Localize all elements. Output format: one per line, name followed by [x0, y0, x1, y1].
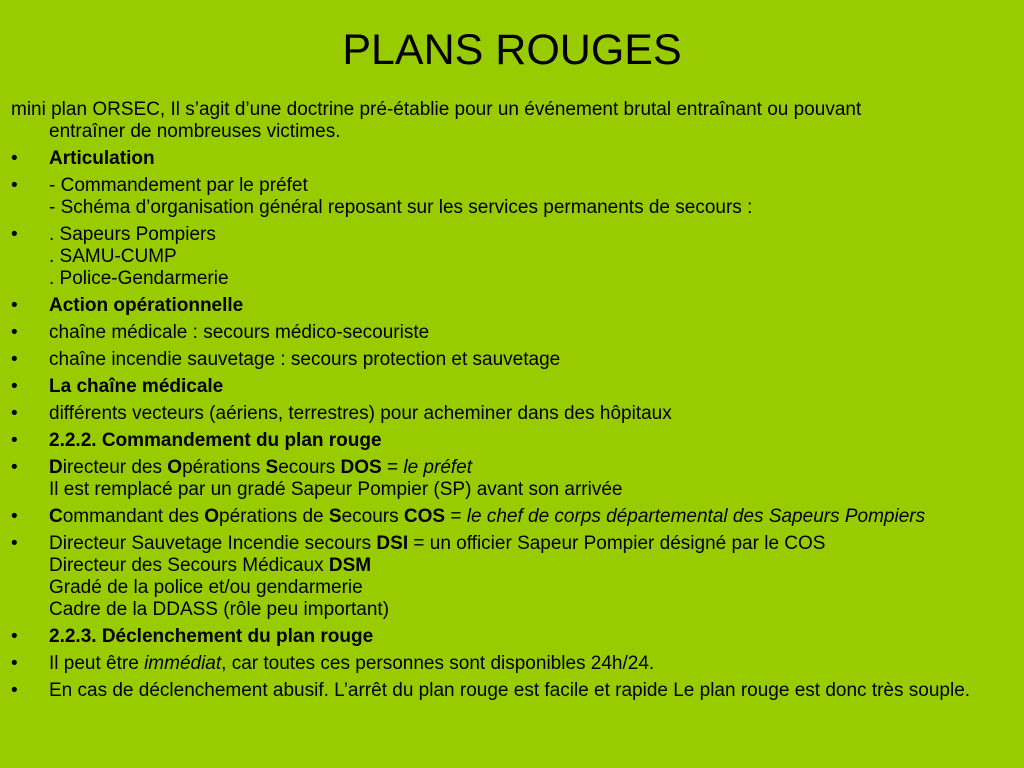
bullet-icon: •: [11, 626, 18, 647]
service-samu: . SAMU-CUMP: [49, 246, 177, 267]
heading-section-222: 2.2.2. Commandement du plan rouge: [49, 430, 382, 451]
service-sapeurs-pompiers: . Sapeurs Pompiers: [49, 224, 216, 245]
dos-line: Directeur des Opérations Secours DOS = le préfet: [49, 457, 473, 478]
dos-line-2: Il est remplacé par un gradé Sapeur Pompier (SP) avant son arrivée: [49, 479, 623, 500]
bullet-icon: •: [11, 148, 18, 169]
bullet-icon: •: [11, 680, 18, 701]
cos-line: Commandant des Opérations de Secours COS = le chef de corps départemental des Sapeurs Pompiers: [49, 506, 926, 527]
police-grade-line: Gradé de la police et/ou gendarmerie: [49, 577, 363, 598]
bullet-icon: •: [11, 175, 18, 196]
list-item: [11, 322, 1024, 344]
heading-articulation: Articulation: [49, 148, 155, 169]
heading-action-operationnelle: Action opérationnelle: [49, 295, 244, 316]
list-item: [11, 175, 1024, 219]
slide-title: PLANS ROUGES: [342, 26, 682, 74]
list-item: [11, 506, 1024, 528]
commandement-line-2: - Schéma d’organisation général reposant sur les services permanents de secours :: [49, 197, 753, 218]
vecteurs-text: différents vecteurs (aériens, terrestres) pour acheminer dans des hôpitaux: [49, 403, 672, 424]
list-item: [11, 653, 1024, 675]
bullet-icon: •: [11, 506, 18, 527]
bullet-icon: •: [11, 322, 18, 343]
list-item: [11, 376, 1024, 398]
list-item: [11, 680, 1024, 702]
bullet-icon: •: [11, 403, 18, 424]
list-item: [11, 457, 1024, 501]
slide-content: [11, 99, 1024, 707]
list-item: [11, 626, 1024, 648]
list-item: [11, 349, 1024, 371]
ddass-line: Cadre de la DDASS (rôle peu important): [49, 599, 390, 620]
immediat-line: Il peut être immédiat, car toutes ces personnes sont disponibles 24h/24.: [49, 653, 655, 674]
chaine-medicale-text: chaîne médicale : secours médico-secouriste: [49, 322, 430, 343]
intro-line-2: entraîner de nombreuses victimes.: [49, 121, 341, 142]
bullet-icon: •: [11, 653, 18, 674]
heading-section-223: 2.2.3. Déclenchement du plan rouge: [49, 626, 374, 647]
bullet-icon: •: [11, 430, 18, 451]
list-item: [11, 533, 1024, 621]
abusif-text: En cas de déclenchement abusif. L’arrêt du plan rouge est facile et rapide Le plan rouge est donc très souple.: [49, 680, 971, 701]
list-item: [11, 430, 1024, 452]
list-item: [11, 224, 1024, 290]
bullet-list: [11, 148, 1024, 702]
heading-chaine-medicale: La chaîne médicale: [49, 376, 224, 397]
list-item: [11, 148, 1024, 170]
list-item: [11, 295, 1024, 317]
bullet-icon: •: [11, 457, 18, 478]
bullet-icon: •: [11, 376, 18, 397]
bullet-icon: •: [11, 349, 18, 370]
commandement-line-1: - Commandement par le préfet: [49, 175, 308, 196]
list-item: [11, 403, 1024, 425]
chaine-incendie-text: chaîne incendie sauvetage : secours protection et sauvetage: [49, 349, 561, 370]
intro-paragraph: [11, 99, 1024, 143]
intro-line-1: mini plan ORSEC, Il s’agit d’une doctrine pré-établie pour un événement brutal entraînant ou pouvant: [11, 99, 862, 120]
dsi-line: Directeur Sauvetage Incendie secours DSI = un officier Sapeur Pompier désigné par le COS: [49, 533, 826, 554]
bullet-icon: •: [11, 295, 18, 316]
bullet-icon: •: [11, 224, 18, 245]
dsm-line: Directeur des Secours Médicaux DSM: [49, 555, 372, 576]
bullet-icon: •: [11, 533, 18, 554]
service-police: . Police-Gendarmerie: [49, 268, 229, 289]
